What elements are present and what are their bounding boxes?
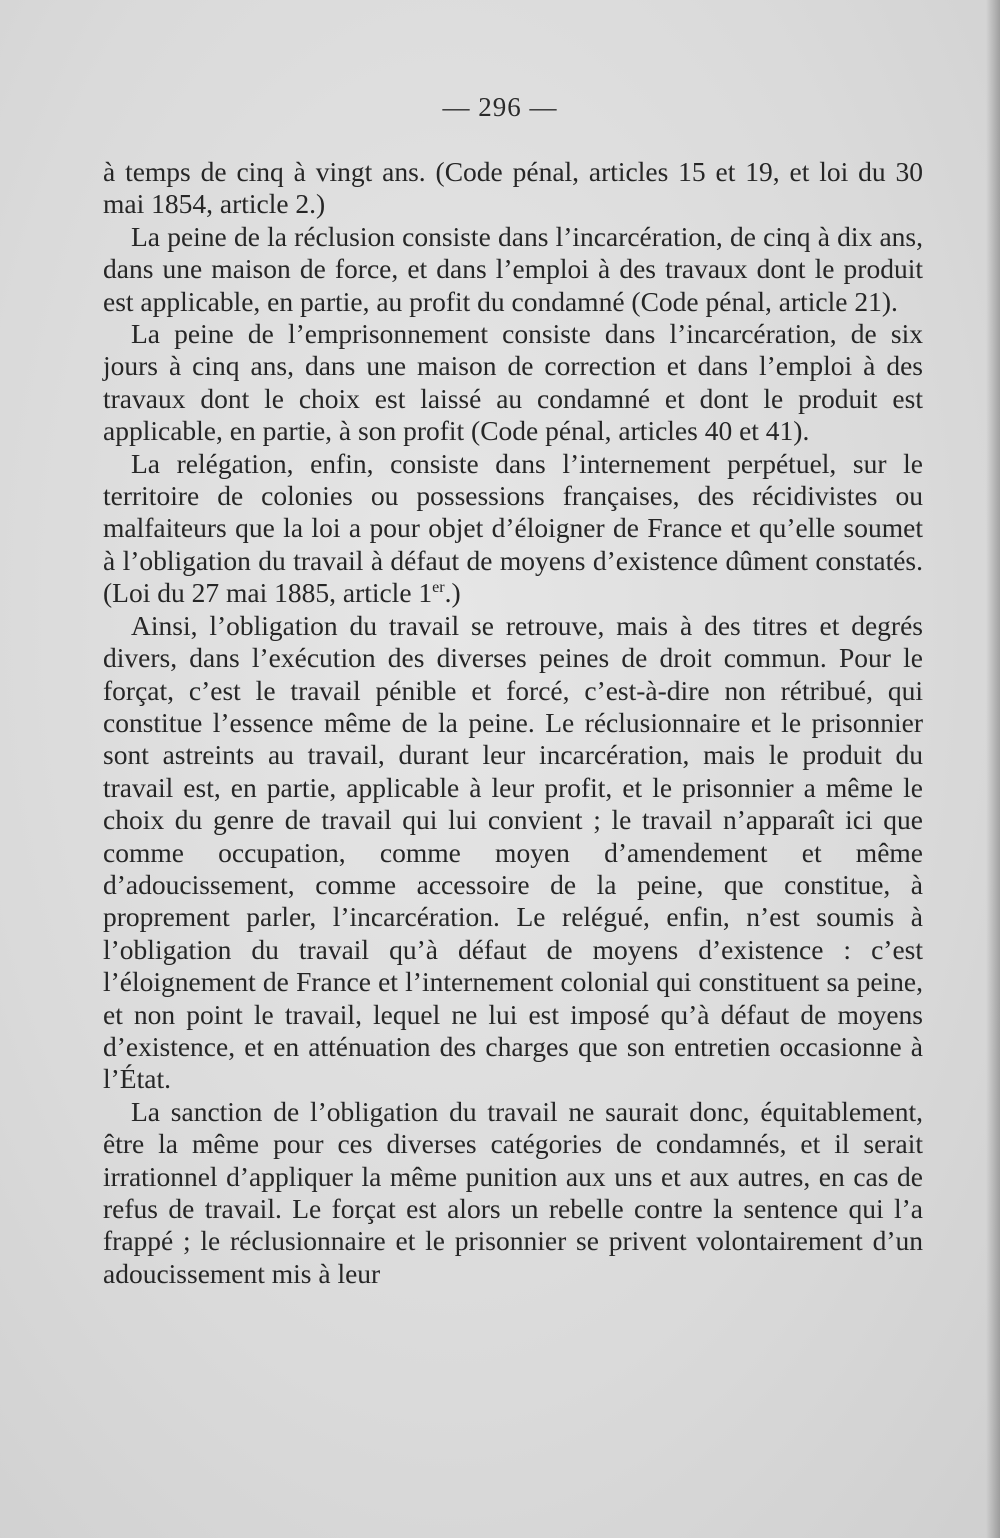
page-number: — 296 —	[442, 92, 558, 122]
paragraph-3	[103, 318, 923, 448]
paragraph-1-text: à temps de cinq à vingt ans. (Code pénal, articles 15 et 19, et loi du 30 mai 1854, article 2.)	[103, 156, 923, 220]
paragraph-1	[103, 156, 923, 221]
paragraph-4	[103, 448, 923, 610]
paragraph-3-text: La peine de l’emprisonnement consiste dans l’incarcération, de six jours à cinq ans, dans une maison de correction et dans l’emploi à des travaux dont le choix est laissé au condamné et dont le produit est applicable, en partie, à son profit (Code pénal, articles 40 et 41).	[103, 318, 923, 447]
body-text	[103, 156, 923, 1290]
paragraph-5	[103, 610, 923, 1096]
paragraph-4-text: La relégation, enfin, consiste dans l’internement perpétuel, sur le territoire de colonies ou possessions françaises, des récidivistes ou malfaiteurs que la loi a pour objet d’éloigner de France et qu’elle soumet à l’obligation du travail à défaut de moyens d’existence dûment constatés. (Loi du 27 mai 1885, article 1	[103, 447, 923, 609]
superscript-er: er	[432, 579, 445, 597]
paragraph-6	[103, 1096, 923, 1290]
paragraph-4-tail: .)	[444, 577, 461, 609]
page-spine-shadow	[986, 0, 1000, 1538]
paragraph-5-text: Ainsi, l’obligation du travail se retrouve, mais à des titres et degrés divers, dans l’exécution des diverses peines de droit commun. Pour le forçat, c’est le travail pénible et forcé, c’est-à-dire non rétribué, qui constitue l’essence même de la peine. Le réclusionnaire et le prisonnier sont astreints au travail, durant leur incarcération, mais le produit du travail est, en partie, applicable à leur profit, et le prisonnier a même le choix du genre de travail qui lui convient ; le travail n’apparaît ici que comme occupation, comme moyen d’amendement et même d’adoucissement, comme accessoire de la peine, que constitue, à proprement parler, l’incarcération. Le relégué, enfin, n’est soumis à l’obligation du travail qu’à défaut de moyens d’existence : c’est l’éloignement de France et l’internement colonial qui constituent sa peine, et non point le travail, lequel ne lui est imposé qu’à défaut de moyens d’existence, et en atténuation des charges que son entretien occasionne à l’État.	[103, 609, 923, 1095]
paragraph-6-text: La sanction de l’obligation du travail ne saurait donc, équitablement, être la même pour ces diverses catégories de condamnés, et il serait irrationnel d’appliquer la même punition aux uns et aux autres, en cas de refus de travail. Le forçat est alors un rebelle contre la sentence qui l’a frappé ; le réclusionnaire et le prisonnier se privent volontairement d’un adoucissement mis à leur	[103, 1095, 923, 1289]
paragraph-2-text: La peine de la réclusion consiste dans l’incarcération, de cinq à dix ans, dans une maison de force, et dans l’emploi à des travaux dont le produit est applicable, en partie, au profit du condamné (Code pénal, article 21).	[103, 220, 923, 317]
paragraph-2	[103, 221, 923, 318]
